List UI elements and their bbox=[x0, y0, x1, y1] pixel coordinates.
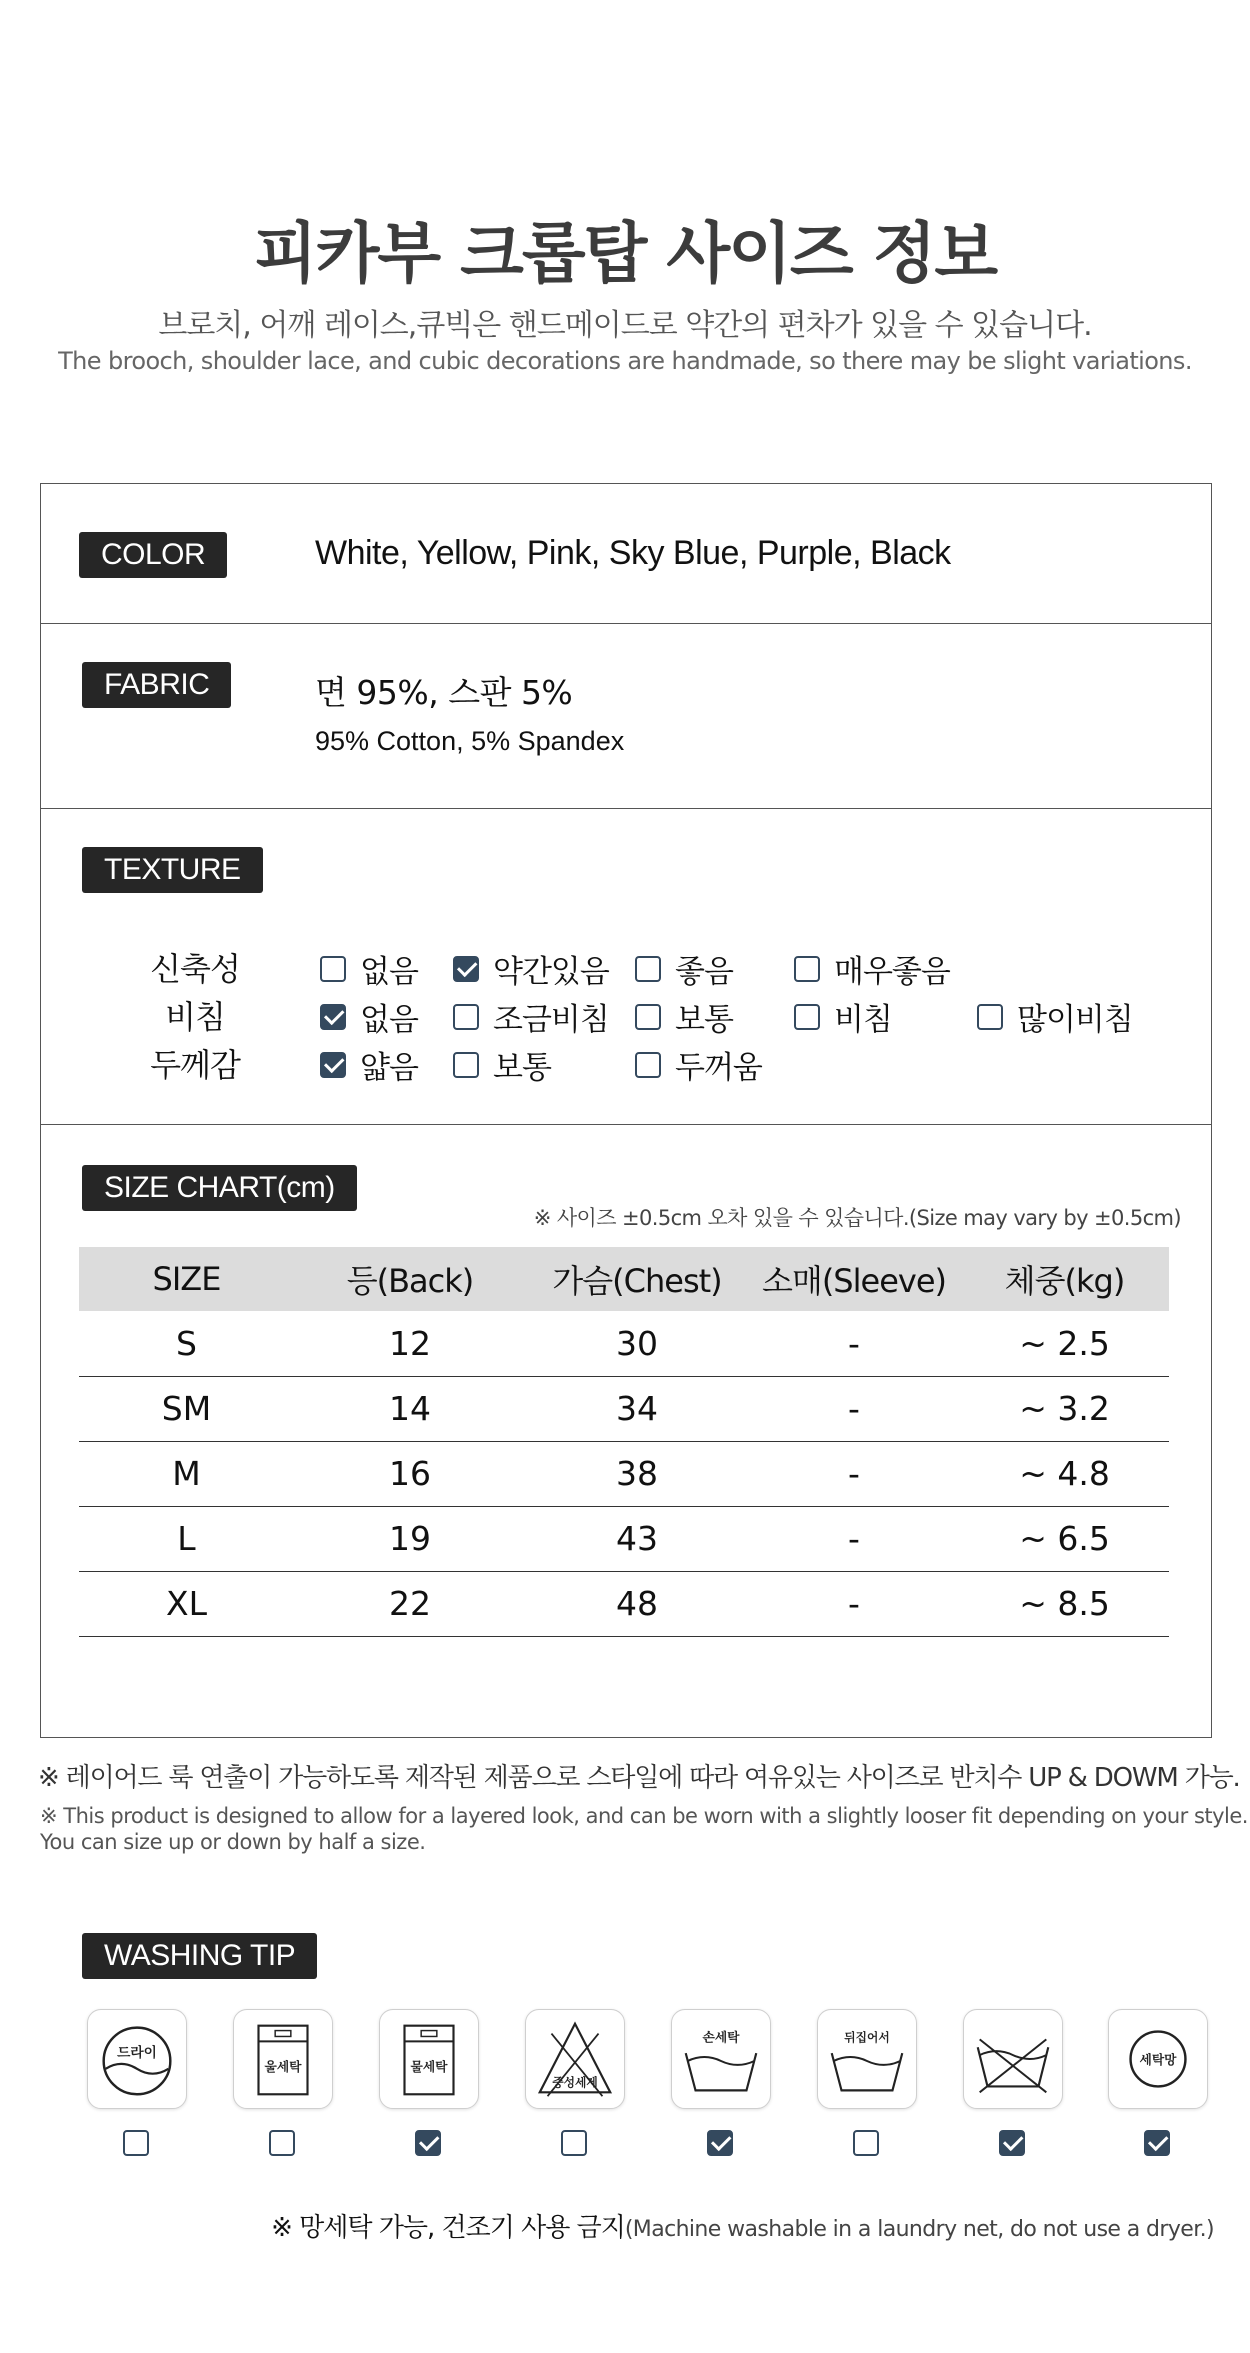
thickness-option-normal[interactable]: 보통 bbox=[453, 1042, 551, 1087]
table-cell: XL bbox=[79, 1571, 294, 1636]
stretch-option-none[interactable]: 없음 bbox=[320, 946, 418, 991]
inside-out-icon-label: 뒤집어서 bbox=[844, 2030, 890, 2045]
page-title: 피카부 크롭탑 사이즈 정보 bbox=[253, 215, 997, 292]
checkbox[interactable] bbox=[453, 1052, 479, 1078]
no-wash-icon bbox=[963, 2009, 1063, 2109]
section-divider bbox=[41, 1124, 1211, 1125]
washing-note bbox=[271, 2207, 1214, 2244]
info-box bbox=[40, 483, 1212, 1738]
table-cell: - bbox=[748, 1571, 960, 1636]
table-cell: 12 bbox=[294, 1311, 526, 1376]
table-cell: ~ 4.8 bbox=[960, 1441, 1169, 1506]
table-cell: 16 bbox=[294, 1441, 526, 1506]
water-wash-icon bbox=[379, 2009, 479, 2109]
checkbox[interactable] bbox=[794, 1004, 820, 1030]
table-row bbox=[79, 1506, 1169, 1571]
subtitle-korean: 브로치, 어깨 레이스,큐빅은 핸드메이드로 약간의 편차가 있을 수 있습니다. bbox=[158, 308, 1092, 343]
wash-checkbox-hand-wash[interactable] bbox=[707, 2130, 733, 2156]
neutral-detergent-icon bbox=[525, 2009, 625, 2109]
sizing-note-korean: ※ 레이어드 룩 연출이 가능하도록 제작된 제품으로 스타일에 따라 여유있는 사이즈로 반치수 UP & DOWM 가능. bbox=[38, 1763, 1240, 1793]
size-tolerance-note: ※ 사이즈 ±0.5cm 오차 있을 수 있습니다.(Size may vary by ±0.5cm) bbox=[533, 1206, 1181, 1230]
table-cell: SM bbox=[79, 1376, 294, 1441]
texture-label-thickness: 두께감 bbox=[150, 1046, 240, 1084]
sheer-option-normal[interactable]: 보통 bbox=[635, 994, 733, 1039]
color-tag: COLOR bbox=[79, 532, 227, 578]
table-row bbox=[79, 1571, 1169, 1636]
fabric-value-korean: 면 95%, 스판 5% bbox=[315, 673, 573, 712]
wash-checkbox-dry-clean[interactable] bbox=[123, 2130, 149, 2156]
laundry-net-icon bbox=[1108, 2009, 1208, 2109]
table-header-row bbox=[79, 1247, 1169, 1311]
table-cell: - bbox=[748, 1506, 960, 1571]
thickness-option-thin[interactable]: 얇음 bbox=[320, 1042, 418, 1087]
checkbox-checked[interactable] bbox=[320, 1052, 346, 1078]
dry-clean-icon bbox=[87, 2009, 187, 2109]
table-cell: 43 bbox=[526, 1506, 748, 1571]
stretch-option-slight[interactable]: 약간있음 bbox=[453, 946, 609, 991]
checkbox[interactable] bbox=[453, 1004, 479, 1030]
wool-wash-icon-label: 울세탁 bbox=[264, 2059, 302, 2075]
washing-tip-tag: WASHING TIP bbox=[82, 1933, 317, 1979]
table-cell: 30 bbox=[526, 1311, 748, 1376]
table-cell: - bbox=[748, 1441, 960, 1506]
table-cell: S bbox=[79, 1311, 294, 1376]
table-row bbox=[79, 1311, 1169, 1376]
stretch-option-good[interactable]: 좋음 bbox=[635, 946, 733, 991]
table-cell: - bbox=[748, 1376, 960, 1441]
column-header-chest: 가슴(Chest) bbox=[526, 1247, 748, 1311]
sheer-option-sheer[interactable]: 비침 bbox=[794, 994, 892, 1039]
wash-checkbox-neutral-detergent[interactable] bbox=[561, 2130, 587, 2156]
washing-note-english: (Machine washable in a laundry net, do not use a dryer.) bbox=[624, 2217, 1214, 2242]
wash-checkbox-laundry-net[interactable] bbox=[1144, 2130, 1170, 2156]
wash-checkbox-water-wash[interactable] bbox=[415, 2130, 441, 2156]
table-cell: 34 bbox=[526, 1376, 748, 1441]
column-header-weight: 체중(kg) bbox=[960, 1247, 1169, 1311]
checkbox-checked[interactable] bbox=[320, 1004, 346, 1030]
checkbox[interactable] bbox=[977, 1004, 1003, 1030]
inside-out-icon bbox=[817, 2009, 917, 2109]
sizing-note-english: ※ This product is designed to allow for a layered look, and can be worn with a slightly looser fit depending on your style. You can size up or down by half a size. bbox=[40, 1804, 1248, 1854]
sheer-option-slight[interactable]: 조금비침 bbox=[453, 994, 609, 1039]
size-chart-tag: SIZE CHART(cm) bbox=[82, 1165, 357, 1211]
table-cell: 38 bbox=[526, 1441, 748, 1506]
table-cell: 22 bbox=[294, 1571, 526, 1636]
fabric-tag: FABRIC bbox=[82, 662, 231, 708]
neutral-detergent-icon-label: 중성세제 bbox=[552, 2075, 598, 2090]
column-header-size: SIZE bbox=[79, 1247, 294, 1311]
color-value: White, Yellow, Pink, Sky Blue, Purple, Black bbox=[315, 534, 951, 572]
table-cell: - bbox=[748, 1311, 960, 1376]
table-row bbox=[79, 1376, 1169, 1441]
table-cell: ~ 2.5 bbox=[960, 1311, 1169, 1376]
wash-checkbox-no-wash[interactable] bbox=[999, 2130, 1025, 2156]
table-cell: ~ 3.2 bbox=[960, 1376, 1169, 1441]
table-cell: ~ 8.5 bbox=[960, 1571, 1169, 1636]
table-row bbox=[79, 1441, 1169, 1506]
texture-label-sheerness: 비침 bbox=[165, 998, 225, 1036]
section-divider bbox=[41, 808, 1211, 809]
wool-wash-icon bbox=[233, 2009, 333, 2109]
wash-checkbox-inside-out[interactable] bbox=[853, 2130, 879, 2156]
thickness-option-thick[interactable]: 두꺼움 bbox=[635, 1042, 762, 1087]
laundry-net-icon-label: 세탁망 bbox=[1139, 2052, 1177, 2068]
dry-clean-icon-label: 드라이 bbox=[117, 2045, 157, 2062]
size-table bbox=[79, 1247, 1169, 1637]
hand-wash-icon bbox=[671, 2009, 771, 2109]
checkbox[interactable] bbox=[635, 1004, 661, 1030]
fabric-value-english: 95% Cotton, 5% Spandex bbox=[315, 726, 625, 756]
checkbox[interactable] bbox=[635, 1052, 661, 1078]
washing-note-korean: ※ 망세탁 가능, 건조기 사용 금지 bbox=[271, 2213, 625, 2243]
column-header-back: 등(Back) bbox=[294, 1247, 526, 1311]
water-wash-icon-label: 물세탁 bbox=[410, 2059, 448, 2075]
checkbox[interactable] bbox=[794, 956, 820, 982]
texture-label-stretch: 신축성 bbox=[150, 950, 240, 988]
table-cell: 48 bbox=[526, 1571, 748, 1636]
checkbox-checked[interactable] bbox=[453, 956, 479, 982]
checkbox[interactable] bbox=[320, 956, 346, 982]
texture-tag: TEXTURE bbox=[82, 847, 263, 893]
table-cell: ~ 6.5 bbox=[960, 1506, 1169, 1571]
hand-wash-icon-label: 손세탁 bbox=[702, 2030, 740, 2046]
checkbox[interactable] bbox=[635, 956, 661, 982]
section-divider bbox=[41, 623, 1211, 624]
stretch-option-very-good[interactable]: 매우좋음 bbox=[794, 946, 950, 991]
sheer-option-none[interactable]: 없음 bbox=[320, 994, 418, 1039]
wash-checkbox-wool-wash[interactable] bbox=[269, 2130, 295, 2156]
table-cell: M bbox=[79, 1441, 294, 1506]
subtitle-english: The brooch, shoulder lace, and cubic decorations are handmade, so there may be slight variations. bbox=[58, 347, 1192, 375]
table-cell: 19 bbox=[294, 1506, 526, 1571]
column-header-sleeve: 소매(Sleeve) bbox=[748, 1247, 960, 1311]
table-cell: L bbox=[79, 1506, 294, 1571]
table-cell: 14 bbox=[294, 1376, 526, 1441]
sheer-option-very-sheer[interactable]: 많이비침 bbox=[977, 994, 1133, 1039]
